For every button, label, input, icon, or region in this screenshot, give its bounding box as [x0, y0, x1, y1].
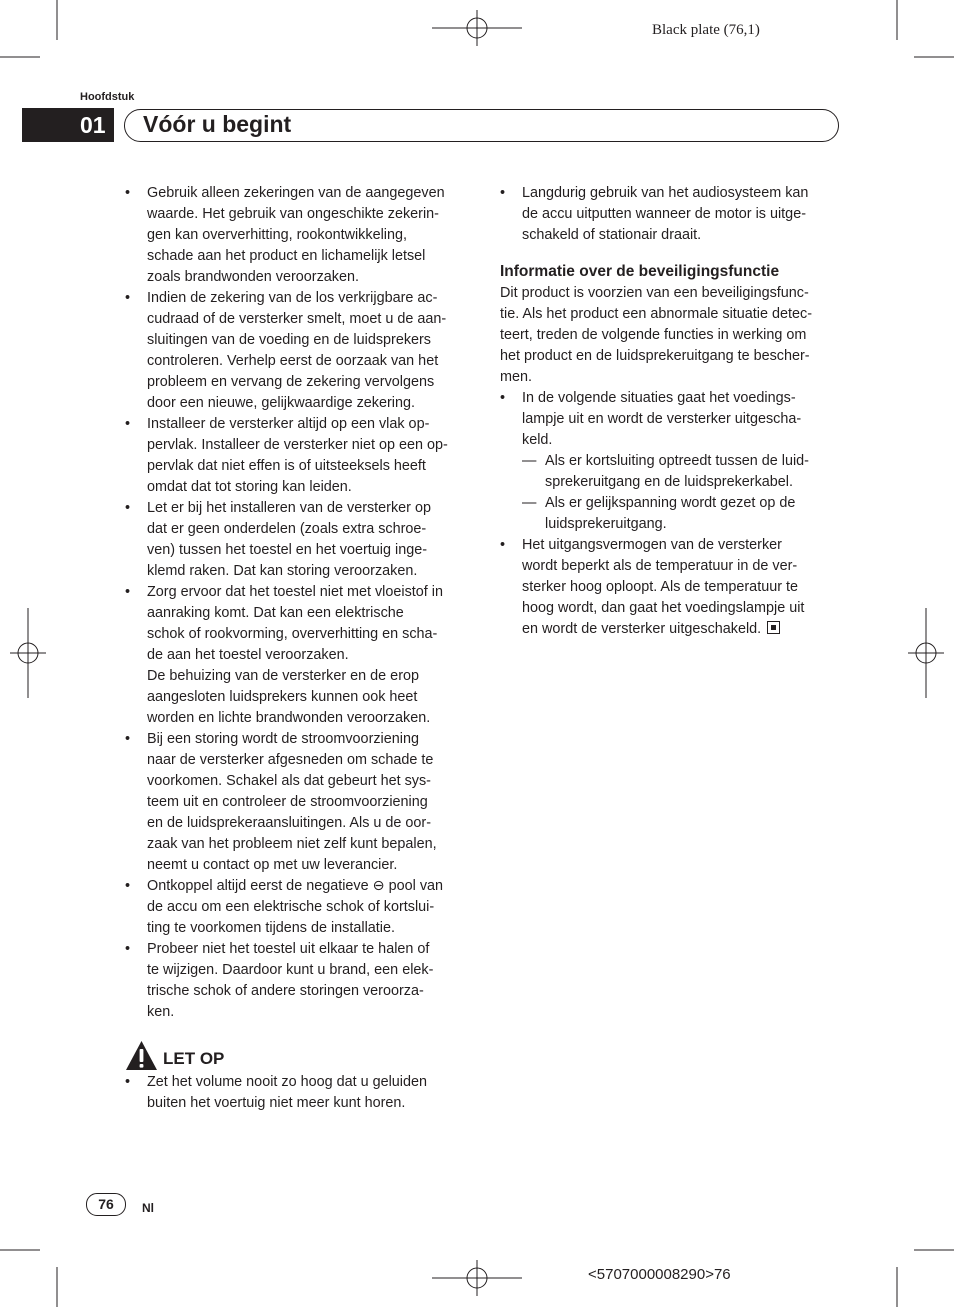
text-line: wordt beperkt als de temperatuur in de ver- — [522, 558, 798, 574]
text-line: teem uit en controleer de stroomvoorziening — [147, 794, 428, 810]
text-line: zaak van het probleem niet zelf kunt bepalen, — [147, 836, 437, 852]
text-line: Bij een storing wordt de stroomvoorziening — [147, 731, 419, 747]
text-line: sterker hoog oploopt. Als de temperatuur te — [522, 579, 798, 595]
text-line: zoals brandwonden veroorzaken. — [147, 269, 359, 285]
text-line: Indien de zekering van de los verkrijgbare ac- — [147, 290, 438, 306]
list-item-text — [147, 729, 470, 876]
list-item — [125, 498, 470, 582]
section-intro — [500, 283, 842, 388]
dash: — — [522, 495, 537, 511]
bullet: • — [125, 290, 131, 306]
list-item-text — [522, 535, 842, 640]
text-line: Zet het volume nooit zo hoog dat u geluiden — [147, 1074, 428, 1090]
text-line: schade aan het product en lichamelijk letsel — [147, 248, 426, 264]
text-line: de accu om een elektrische schok of kortslui- — [147, 899, 435, 915]
text-line: Langdurig gebruik van het audiosysteem kan — [522, 185, 809, 201]
list-item-text — [522, 388, 842, 451]
text-line: Dit product is voorzien van een beveiligingsfunc- — [500, 285, 809, 301]
text-line: lampje uit en wordt de versterker uitgescha- — [522, 411, 802, 427]
language-code: Nl — [142, 1201, 154, 1215]
caution-block — [125, 1040, 470, 1114]
sub-list-item — [500, 493, 842, 535]
text-line: klemd raken. Dat kan storing veroorzaken. — [147, 563, 418, 579]
section-heading: Informatie over de beveiligingsfunctie — [500, 263, 780, 280]
caution-list — [125, 1072, 470, 1114]
left-column — [125, 183, 470, 1023]
end-mark-icon — [767, 621, 780, 634]
text-line: neemt u contact op met uw leverancier. — [147, 857, 398, 873]
text-line: de aan het toestel veroorzaken. — [147, 647, 349, 663]
text-line: worden en lichte brandwonden veroorzaken. — [147, 710, 431, 726]
text-line: en de luidsprekeraansluitingen. Als u de oor- — [147, 815, 431, 831]
text-line: sluitingen van de voeding en de luidsprekers — [147, 332, 432, 348]
text-line: probleem en vervang de zekering vervolgens — [147, 374, 435, 390]
text-line: Installeer de versterker altijd op een vlak op- — [147, 416, 430, 432]
text-line: luidsprekeruitgang. — [545, 516, 667, 532]
bullet: • — [125, 416, 131, 432]
text-line: ken. — [147, 1004, 175, 1020]
page-number: 76 — [86, 1193, 126, 1216]
text-line: schakeld of stationair draait. — [522, 227, 702, 243]
list-item — [125, 876, 470, 939]
text-line: het product en de luidsprekeruitgang te bescher- — [500, 348, 810, 364]
bullet: • — [125, 878, 131, 894]
bullet: • — [125, 185, 131, 201]
text-line: pervlak. Installeer de versterker niet op een op- — [147, 437, 448, 453]
text-line: pervlak dat niet effen is of uitsteeksels heeft — [147, 458, 426, 474]
bullet: • — [500, 185, 506, 201]
text-line: Als er gelijkspanning wordt gezet op de — [545, 495, 796, 511]
list-item — [125, 288, 470, 414]
text-line: Probeer niet het toestel uit elkaar te halen of — [147, 941, 430, 957]
list-item-text — [147, 288, 470, 414]
text-line: buiten het voertuig niet meer kunt horen. — [147, 1095, 406, 1111]
list-item-text — [147, 498, 470, 582]
text-line: sprekeruitgang en de luidsprekerkabel. — [545, 474, 793, 490]
text-line: De behuizing van de versterker en de erop — [147, 668, 419, 684]
text-line: hoog wordt, dan gaat het voedingslampje uit — [522, 600, 805, 616]
bullet: • — [125, 500, 131, 516]
list-item — [500, 183, 842, 246]
list-item — [125, 1072, 470, 1114]
sub-list-item-text — [545, 451, 842, 493]
text-line: trische schok of andere storingen veroorza- — [147, 983, 424, 999]
text-line: Let er bij het installeren van de versterker op — [147, 500, 431, 516]
text-line: omdat dat tot storing kan leiden. — [147, 479, 352, 495]
page-title: Vóór u begint — [143, 111, 292, 137]
text-line: In de volgende situaties gaat het voedings- — [522, 390, 796, 406]
warning-icon — [125, 1040, 158, 1071]
document-code: <5707000008290>76 — [588, 1266, 731, 1283]
list-item-text — [147, 876, 470, 939]
list-item-text — [147, 939, 470, 1023]
text-line: de accu uitputten wanneer de motor is uitge- — [522, 206, 806, 222]
chapter-number: 01 — [80, 112, 106, 138]
list-item — [125, 414, 470, 498]
right-column — [500, 183, 842, 640]
text-line: controleren. Verhelp eerst de oorzaak van het — [147, 353, 439, 369]
list-item — [125, 729, 470, 876]
text-line: dat er geen onderdelen (zoals extra schroe- — [147, 521, 427, 537]
text-line: aangesloten luidsprekers kunnen ook heet — [147, 689, 418, 705]
text-line: teert, treden de volgende functies in werking om — [500, 327, 807, 343]
bullet: • — [125, 941, 131, 957]
text-line: Gebruik alleen zekeringen van de aangegeven — [147, 185, 445, 201]
dash: — — [522, 453, 537, 469]
list-item-text — [147, 1072, 470, 1114]
text-line: Zorg ervoor dat het toestel niet met vloeistof in — [147, 584, 443, 600]
list-item — [500, 535, 842, 640]
bullet: • — [125, 731, 131, 747]
text-line: Als er kortsluiting optreedt tussen de luid- — [545, 453, 809, 469]
list-item-text — [147, 183, 470, 288]
text-line: aanraking komt. Dat kan een elektrische — [147, 605, 404, 621]
list-item-text — [522, 183, 842, 246]
text-line: gen kan oververhitting, rookontwikkeling, — [147, 227, 407, 243]
plate-label: Black plate (76,1) — [652, 22, 760, 38]
text-line: Het uitgangsvermogen van de versterker — [522, 537, 782, 553]
list-item — [500, 388, 842, 451]
text-line: en wordt de versterker uitgeschakeld. — [522, 619, 842, 640]
bullet: • — [500, 390, 506, 406]
text-line: tie. Als het product een abnormale situatie detec- — [500, 306, 812, 322]
text-line: door een nieuwe, gelijkwaardige zekering. — [147, 395, 415, 411]
list-item — [125, 582, 470, 729]
text-line: voorkomen. Schakel als dat gebeurt het sys- — [147, 773, 431, 789]
text-line: te wijzigen. Daardoor kunt u brand, een elek- — [147, 962, 434, 978]
bullet: • — [125, 584, 131, 600]
list-item-text — [147, 414, 470, 498]
text-line: ting te voorkomen tijdens de installatie. — [147, 920, 395, 936]
bullet: • — [500, 537, 506, 553]
text-line: ven) tussen het toestel en het voertuig inge- — [147, 542, 427, 558]
caution-title: LET OP — [163, 1049, 225, 1068]
text-line: men. — [500, 369, 532, 385]
sub-list-item-text — [545, 493, 842, 535]
list-item — [125, 939, 470, 1023]
sub-list — [500, 451, 842, 535]
list-item — [125, 183, 470, 288]
text-line: naar de versterker afgesneden om schade te — [147, 752, 434, 768]
sub-list-item — [500, 451, 842, 493]
bullet: • — [125, 1074, 131, 1090]
text-line: schok of rookvorming, oververhitting en scha- — [147, 626, 438, 642]
text-line: keld. — [522, 432, 553, 448]
text-line: waarde. Het gebruik van ongeschikte zekerin- — [147, 206, 439, 222]
chapter-label: Hoofdstuk — [80, 91, 135, 103]
text-line: Ontkoppel altijd eerst de negatieve ⊖ pool van — [147, 878, 444, 894]
list-item-text — [147, 582, 470, 729]
text-line: cudraad of de versterker smelt, moet u de aan- — [147, 311, 447, 327]
